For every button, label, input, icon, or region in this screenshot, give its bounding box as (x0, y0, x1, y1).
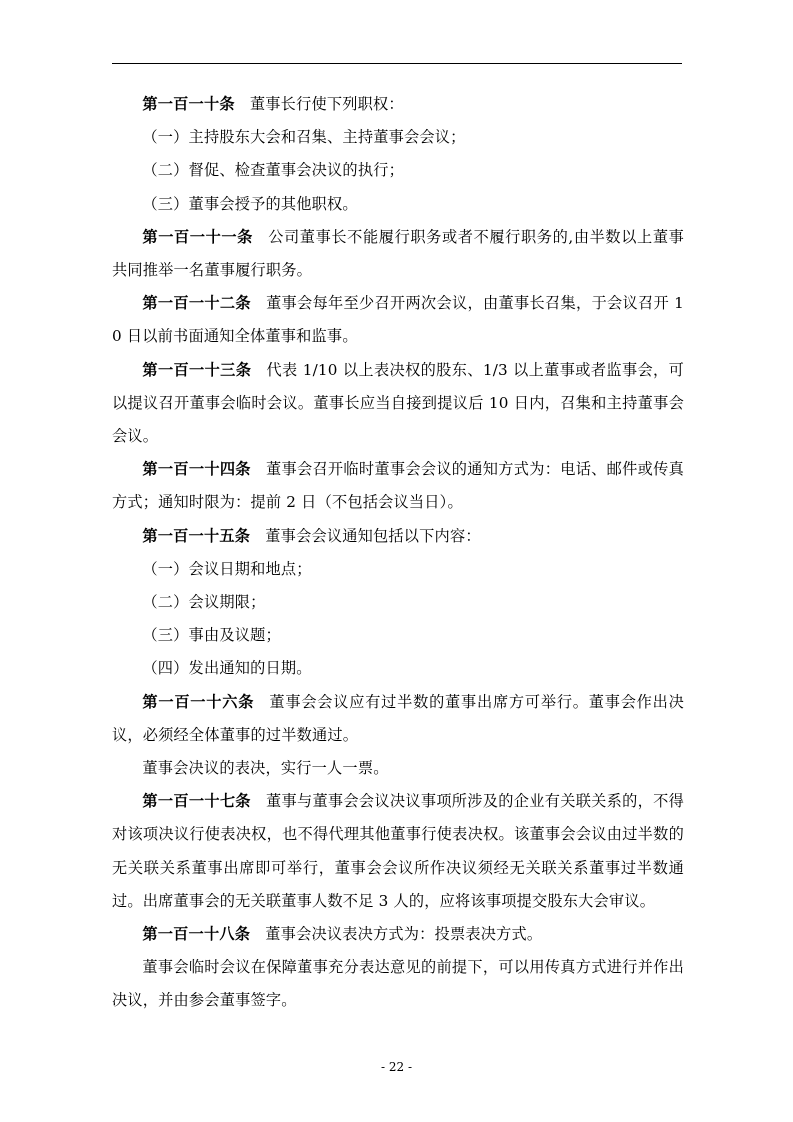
article-text: 董事会决议表决方式为：投票表决方式。 (265, 925, 543, 944)
page-number: - 22 - (380, 1060, 412, 1074)
article-text: 代表 1/10 以上表决权的股东、1/3 以上董事或者监事会，可以提议召开董事会临时会议。董事长应当自接到提议后 10 日内，召集和主持董事会会议。 (112, 360, 684, 446)
paragraph: 董事会决议的表决，实行一人一票。 (142, 759, 389, 778)
article-text: 董事会会议通知包括以下内容： (265, 526, 481, 545)
list-item: （一）会议日期和地点； (142, 559, 312, 578)
article-text: 董事会召开临时董事会会议的通知方式为：电话、邮件或传真方式；通知时限为：提前 2 日（不包括会议当日）。 (112, 460, 684, 512)
article-number: 第一百一十四条 (142, 460, 251, 479)
list-item: （三）董事会授予的其他职权。 (142, 194, 358, 213)
paragraph: 董事会临时会议在保障董事充分表达意见的前提下，可以用传真方式进行并作出决议，并由参会董事签字。 (112, 958, 684, 1010)
document-body (112, 88, 684, 1018)
list-item: （二）会议期限； (142, 593, 266, 612)
article-number: 第一百一十八条 (142, 925, 251, 944)
article-110 (112, 88, 684, 121)
list-item: （三）事由及议题； (142, 626, 281, 645)
article-number: 第一百一十五条 (142, 526, 251, 545)
article-text: 董事会每年至少召开两次会议，由董事长召集，于会议召开 10 日以前书面通知全体董事和监事。 (112, 294, 684, 346)
header-rule (112, 63, 682, 64)
article-116 (112, 686, 684, 752)
article-114 (112, 453, 684, 519)
article-number: 第一百一十二条 (142, 294, 251, 313)
article-number: 第一百一十六条 (142, 692, 255, 711)
article-text: 董事与董事会会议决议事项所涉及的企业有关联关系的，不得对该项决议行使表决权，也不得代理其他董事行使表决权。该董事会会议由过半数的无关联关系董事出席即可举行，董事会会议所作决议须经无关联关系董事过半数通过。出席董事会的无关联董事人数不足 3 人的，应将该事项提交股东大会审议。 (112, 792, 684, 910)
article-number: 第一百一十三条 (142, 360, 252, 379)
article-115 (112, 520, 684, 553)
list-item: （四）发出通知的日期。 (142, 659, 312, 678)
article-number: 第一百一十条 (142, 95, 235, 113)
article-111 (112, 221, 684, 287)
article-text: 董事会会议应有过半数的董事出席方可举行。董事会作出决议，必须经全体董事的过半数通过。 (112, 692, 685, 744)
article-number: 第一百一十七条 (142, 792, 251, 811)
article-117 (112, 785, 684, 918)
article-number: 第一百一十一条 (142, 227, 253, 246)
article-112 (112, 287, 684, 353)
list-item: （二）督促、检查董事会决议的执行； (142, 161, 404, 180)
article-113 (112, 354, 684, 454)
article-118 (112, 918, 684, 951)
article-text: 公司董事长不能履行职务或者不履行职务的,由半数以上董事共同推举一名董事履行职务。 (112, 227, 685, 280)
list-item: （一）主持股东大会和召集、主持董事会会议； (142, 128, 466, 147)
article-text: 董事长行使下列职权： (249, 95, 404, 113)
